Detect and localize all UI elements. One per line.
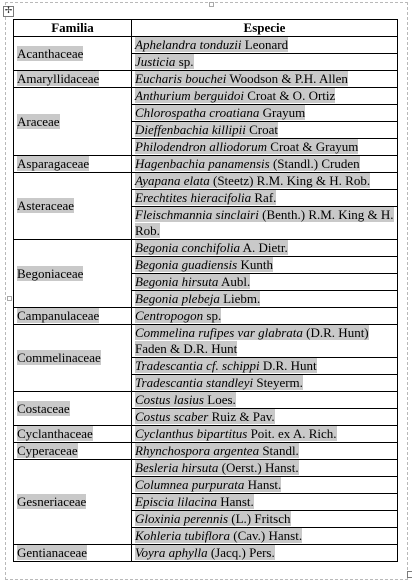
species-name: Kohleria tubiflora <box>135 528 230 543</box>
species-cell <box>132 460 398 477</box>
species-name: Tradescantia cf. schippi <box>135 358 260 373</box>
table-row <box>14 308 398 325</box>
table-row <box>14 240 398 257</box>
species-name: Philodendron alliodorum <box>135 139 268 154</box>
species-name: Costus scaber <box>135 409 209 424</box>
table-body <box>14 37 398 562</box>
species-author: (D.R. Hunt) Faden & D.R. Hunt <box>135 325 369 356</box>
species-entry <box>135 122 278 137</box>
table-row <box>14 325 398 358</box>
species-name: Voyra aphylla <box>135 545 208 560</box>
species-cell <box>132 156 398 173</box>
species-author: Raf. <box>251 190 277 205</box>
species-cell <box>132 545 398 562</box>
species-cell <box>132 240 398 257</box>
species-name: Rhynchospora argentea <box>135 443 260 458</box>
family-cell <box>14 460 132 545</box>
table-row <box>14 392 398 409</box>
species-cell <box>132 88 398 105</box>
species-author: sp. <box>203 308 222 323</box>
species-author: Croat & O. Ortiz <box>243 88 336 103</box>
species-name: Begonia guadiensis <box>135 257 238 272</box>
species-author: Hanst. <box>244 477 282 492</box>
species-table <box>13 19 398 562</box>
species-cell <box>132 173 398 190</box>
species-author: Leonard <box>241 37 289 52</box>
species-entry <box>135 494 254 509</box>
resize-handle-left[interactable] <box>7 296 12 301</box>
species-name: Begonia plebeja <box>135 291 220 306</box>
family-name: Araceae <box>17 113 60 129</box>
family-cell <box>14 443 132 460</box>
species-author: Aubl. <box>218 274 251 289</box>
species-name: Costus lasius <box>135 392 204 407</box>
species-name: Ayapana elata <box>135 173 210 188</box>
species-name: Commelina rufipes var glabrata <box>135 325 303 340</box>
species-entry <box>135 358 317 373</box>
species-author: D.R. Hunt <box>259 358 317 373</box>
family-cell <box>14 545 132 562</box>
species-author: (Benth.) R.M. King & H. Rob. <box>135 207 394 238</box>
species-cell <box>132 190 398 207</box>
species-entry <box>135 528 302 543</box>
species-cell <box>132 325 398 358</box>
species-author: Loes. <box>204 392 236 407</box>
species-entry <box>135 409 275 424</box>
species-name: Hagenbachia panamensis <box>135 156 270 171</box>
species-entry <box>135 325 369 356</box>
header-especie: Especie <box>132 20 398 37</box>
species-name: Begonia hirsuta <box>135 274 219 289</box>
family-cell <box>14 240 132 308</box>
table-row <box>14 71 398 88</box>
table-row <box>14 426 398 443</box>
family-name: Asteraceae <box>17 198 75 213</box>
species-entry <box>135 477 281 492</box>
species-name: Chlorospatha croatiana <box>135 105 260 120</box>
species-cell <box>132 257 398 274</box>
species-cell <box>132 139 398 156</box>
species-name: Fleischmannia sinclairi <box>135 207 259 222</box>
species-name: Besleria hirsuta <box>135 460 219 475</box>
species-entry <box>135 274 250 289</box>
species-entry <box>135 392 236 407</box>
family-cell <box>14 308 132 325</box>
species-entry <box>135 88 335 103</box>
family-name: Commelinaceae <box>17 350 101 365</box>
table-row <box>14 88 398 105</box>
header-familia: Familia <box>14 20 132 37</box>
species-cell <box>132 358 398 375</box>
family-cell <box>14 426 132 443</box>
family-name: Begoniaceae <box>17 265 84 281</box>
species-name: Aphelandra tonduzii <box>135 37 242 52</box>
family-cell <box>14 173 132 240</box>
species-author: Croat <box>245 122 278 137</box>
family-cell <box>14 325 132 392</box>
move-cross-icon[interactable]: ✢ <box>4 6 13 16</box>
species-cell <box>132 477 398 494</box>
species-entry <box>135 291 260 306</box>
species-author: Liebm. <box>219 291 261 306</box>
family-name: Cyclanthaceae <box>17 426 93 441</box>
species-entry <box>135 139 358 154</box>
family-cell <box>14 392 132 426</box>
species-cell <box>132 443 398 460</box>
species-entry <box>135 240 288 255</box>
species-entry <box>135 71 348 86</box>
species-name: Begonia conchifolia <box>135 240 241 255</box>
species-cell <box>132 105 398 122</box>
family-name: Gesneriaceae <box>17 494 87 509</box>
table-row <box>14 37 398 54</box>
family-name: Campanulaceae <box>17 308 100 323</box>
table-row <box>14 173 398 190</box>
family-cell <box>14 71 132 88</box>
species-cell <box>132 409 398 426</box>
family-name: Amaryllidaceae <box>17 71 100 86</box>
species-cell <box>132 291 398 308</box>
species-author: Steyerm. <box>253 375 303 390</box>
species-name: Justicia <box>135 54 176 69</box>
family-name: Asparagaceae <box>17 156 90 171</box>
species-cell <box>132 494 398 511</box>
species-author: Croat & Grayum <box>267 139 359 154</box>
species-entry <box>135 173 370 188</box>
species-cell <box>132 71 398 88</box>
species-entry <box>135 37 288 52</box>
species-entry <box>135 511 291 526</box>
species-author: Standl. <box>259 443 299 458</box>
family-cell <box>14 156 132 173</box>
species-cell <box>132 207 398 240</box>
header-row <box>14 20 398 37</box>
species-entry <box>135 156 360 171</box>
species-cell <box>132 122 398 139</box>
species-name: Eucharis bouchei <box>135 71 227 86</box>
species-author: Woodson & P.H. Allen <box>226 71 348 86</box>
species-entry <box>135 257 273 272</box>
resize-handle-bottom-right[interactable] <box>407 571 412 578</box>
species-cell <box>132 375 398 392</box>
family-name: Cyperaceae <box>17 443 78 458</box>
species-entry <box>135 375 303 390</box>
species-author: sp. <box>175 54 194 69</box>
table-row <box>14 545 398 562</box>
family-name: Acanthaceae <box>17 45 84 61</box>
species-author: (Oerst.) Hanst. <box>218 460 299 475</box>
species-entry <box>135 308 221 323</box>
species-entry <box>135 54 194 69</box>
species-name: Gloxinia perennis <box>135 511 229 526</box>
species-cell <box>132 54 398 71</box>
species-name: Centropogon <box>135 308 204 323</box>
species-cell <box>132 511 398 528</box>
species-name: Tradescantia standleyi <box>135 375 254 390</box>
species-entry <box>135 190 276 205</box>
table-row <box>14 443 398 460</box>
species-cell <box>132 308 398 325</box>
table-row <box>14 156 398 173</box>
species-author: Grayum <box>259 105 306 120</box>
species-author: (Jacq.) Pers. <box>207 545 275 560</box>
family-name: Costaceae <box>17 400 70 416</box>
species-entry <box>135 207 394 238</box>
species-author: Hanst. <box>216 494 254 509</box>
family-cell <box>14 88 132 156</box>
species-author: (Standl.) Cruden <box>269 156 360 171</box>
species-cell <box>132 274 398 291</box>
species-cell <box>132 426 398 443</box>
species-entry <box>135 460 299 475</box>
species-author: (L.) Fritsch <box>228 511 291 526</box>
species-name: Cyclanthus bipartitus <box>135 426 248 441</box>
species-name: Dieffenbachia killipii <box>135 122 246 137</box>
species-entry <box>135 545 275 560</box>
species-cell <box>132 392 398 409</box>
table-row <box>14 460 398 477</box>
species-author: A. Dietr. <box>240 240 288 255</box>
species-name: Columnea purpurata <box>135 477 245 492</box>
species-author: Poit. ex A. Rich. <box>247 426 337 441</box>
species-name: Episcia lilacina <box>135 494 217 509</box>
species-author: Kunth <box>237 257 273 272</box>
species-entry <box>135 426 337 441</box>
species-cell <box>132 37 398 54</box>
family-name: Gentianaceae <box>17 545 88 560</box>
resize-handle-top[interactable] <box>209 2 214 7</box>
family-cell <box>14 37 132 71</box>
species-name: Erechtites hieracifolia <box>135 190 252 205</box>
species-cell <box>132 528 398 545</box>
species-name: Anthurium berguidoi <box>135 88 244 103</box>
species-entry <box>135 105 305 120</box>
species-author: Ruiz & Pav. <box>208 409 275 424</box>
species-entry <box>135 443 299 458</box>
species-author: (Cav.) Hanst. <box>229 528 303 543</box>
species-author: (Steetz) R.M. King & H. Rob. <box>209 173 371 188</box>
